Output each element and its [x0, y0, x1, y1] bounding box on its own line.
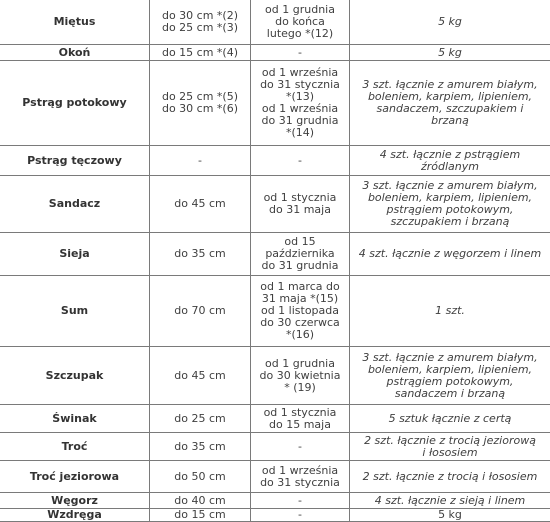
min-size-line: do 45 cm	[151, 198, 249, 210]
catch-limit-cell	[350, 233, 550, 276]
closed-season-cell	[251, 347, 350, 405]
closed-season-line: lutego *(12)	[252, 28, 348, 40]
closed-season-cell	[251, 405, 350, 433]
table-row	[0, 461, 550, 493]
min-size-line: do 50 cm	[151, 471, 249, 483]
fish-name-cell: Świnak	[0, 405, 150, 433]
table-row	[0, 433, 550, 461]
table-row	[0, 45, 550, 61]
catch-limit-line: 2 szt. łącznie z trocią i łososiem	[351, 471, 549, 483]
table-row	[0, 176, 550, 233]
catch-limit-line: 1 szt.	[351, 305, 549, 317]
min-size-cell	[150, 493, 251, 509]
table-row	[0, 405, 550, 433]
closed-season-cell	[251, 176, 350, 233]
catch-limit-line: brzaną	[351, 115, 549, 127]
closed-season-line: do 31 grudnia	[252, 260, 348, 272]
min-size-cell	[150, 347, 251, 405]
closed-season-line: od 1 września	[252, 67, 348, 79]
catch-limit-line: 2 szt. łącznie z trocią jeziorową	[351, 435, 549, 447]
catch-limit-line: pstrągiem potokowym,	[351, 376, 549, 388]
closed-season-line: -	[252, 441, 348, 453]
min-size-cell	[150, 461, 251, 493]
catch-limit-cell	[350, 61, 550, 146]
closed-season-cell	[251, 276, 350, 347]
catch-limit-line: sandaczem i brzaną	[351, 388, 549, 400]
closed-season-line: *(13)	[252, 91, 348, 103]
catch-limit-line: boleniem, karpiem, lipieniem,	[351, 364, 549, 376]
min-size-line: do 40 cm	[151, 495, 249, 507]
closed-season-cell	[251, 0, 350, 45]
min-size-line: do 30 cm *(2)	[151, 10, 249, 22]
table-row	[0, 276, 550, 347]
catch-limit-line: 5 kg	[351, 16, 549, 28]
closed-season-cell	[251, 61, 350, 146]
catch-limit-line: szczupakiem i brzaną	[351, 216, 549, 228]
closed-season-line: od 1 września	[252, 465, 348, 477]
catch-limit-cell	[350, 146, 550, 176]
fish-name-cell: Sieja	[0, 233, 150, 276]
catch-limit-cell	[350, 493, 550, 509]
closed-season-line: od 1 stycznia	[252, 192, 348, 204]
catch-limit-cell	[350, 45, 550, 61]
min-size-line: do 45 cm	[151, 370, 249, 382]
closed-season-line: -	[252, 495, 348, 507]
table-row	[0, 509, 550, 522]
closed-season-line: od 15	[252, 236, 348, 248]
min-size-line: -	[151, 155, 249, 167]
closed-season-cell	[251, 509, 350, 522]
closed-season-line: *(14)	[252, 127, 348, 139]
catch-limit-cell	[350, 0, 550, 45]
table-row	[0, 347, 550, 405]
min-size-line: do 25 cm *(3)	[151, 22, 249, 34]
catch-limit-line: 4 szt. łącznie z sieją i linem	[351, 495, 549, 507]
catch-limit-line: boleniem, karpiem, lipieniem,	[351, 192, 549, 204]
catch-limit-line: i łososiem	[351, 447, 549, 459]
min-size-line: do 30 cm *(6)	[151, 103, 249, 115]
table-row	[0, 493, 550, 509]
fish-name-cell: Sandacz	[0, 176, 150, 233]
catch-limit-cell	[350, 433, 550, 461]
min-size-cell	[150, 146, 251, 176]
catch-limit-cell	[350, 509, 550, 522]
min-size-line: do 70 cm	[151, 305, 249, 317]
catch-limit-cell	[350, 347, 550, 405]
catch-limit-line: 5 sztuk łącznie z certą	[351, 413, 549, 425]
closed-season-cell	[251, 233, 350, 276]
min-size-cell	[150, 233, 251, 276]
catch-limit-line: sandaczem, szczupakiem i	[351, 103, 549, 115]
fish-name-cell: Troć	[0, 433, 150, 461]
closed-season-line: od 1 września	[252, 103, 348, 115]
closed-season-cell	[251, 461, 350, 493]
catch-limit-cell	[350, 176, 550, 233]
closed-season-line: od 1 stycznia	[252, 407, 348, 419]
min-size-line: do 25 cm *(5)	[151, 91, 249, 103]
closed-season-line: od 1 listopada	[252, 305, 348, 317]
closed-season-line: -	[252, 509, 348, 521]
closed-season-line: do 15 maja	[252, 419, 348, 431]
min-size-cell	[150, 405, 251, 433]
catch-limit-cell	[350, 461, 550, 493]
closed-season-line: do 31 maja	[252, 204, 348, 216]
catch-limit-line: 5 kg	[351, 47, 549, 59]
catch-limit-line: 4 szt. łącznie z węgorzem i linem	[351, 248, 549, 260]
fish-name-cell: Pstrąg tęczowy	[0, 146, 150, 176]
min-size-cell	[150, 276, 251, 347]
fish-name-cell: Szczupak	[0, 347, 150, 405]
closed-season-cell	[251, 493, 350, 509]
min-size-cell	[150, 509, 251, 522]
catch-limit-line: 3 szt. łącznie z amurem białym,	[351, 180, 549, 192]
min-size-cell	[150, 433, 251, 461]
closed-season-line: od 1 grudnia	[252, 4, 348, 16]
closed-season-cell	[251, 146, 350, 176]
fish-name-cell: Węgorz	[0, 493, 150, 509]
closed-season-line: 31 maja *(15)	[252, 293, 348, 305]
catch-limit-line: boleniem, karpiem, lipieniem,	[351, 91, 549, 103]
min-size-cell	[150, 45, 251, 61]
min-size-line: do 15 cm *(4)	[151, 47, 249, 59]
closed-season-line: -	[252, 155, 348, 167]
closed-season-line: -	[252, 47, 348, 59]
min-size-line: do 35 cm	[151, 248, 249, 260]
min-size-line: do 25 cm	[151, 413, 249, 425]
min-size-cell	[150, 0, 251, 45]
closed-season-line: października	[252, 248, 348, 260]
min-size-line: do 15 cm	[151, 509, 249, 521]
closed-season-line: do 31 stycznia	[252, 477, 348, 489]
closed-season-line: do 31 grudnia	[252, 115, 348, 127]
min-size-line: do 35 cm	[151, 441, 249, 453]
table-row	[0, 0, 550, 45]
closed-season-line: do końca	[252, 16, 348, 28]
table-row	[0, 61, 550, 146]
closed-season-cell	[251, 45, 350, 61]
catch-limit-line: pstrągiem potokowym,	[351, 204, 549, 216]
closed-season-line: * (19)	[252, 382, 348, 394]
fish-name-cell: Pstrąg potokowy	[0, 61, 150, 146]
closed-season-line: do 31 stycznia	[252, 79, 348, 91]
closed-season-line: do 30 kwietnia	[252, 370, 348, 382]
closed-season-line: do 30 czerwca	[252, 317, 348, 329]
closed-season-cell	[251, 433, 350, 461]
catch-limit-line: źródlanym	[351, 161, 549, 173]
fish-name-cell: Wzdręga	[0, 509, 150, 522]
fish-name-cell: Troć jeziorowa	[0, 461, 150, 493]
fish-name-cell: Sum	[0, 276, 150, 347]
catch-limit-cell	[350, 405, 550, 433]
catch-limit-line: 5 kg	[351, 509, 549, 521]
table-row	[0, 146, 550, 176]
fish-name-cell: Okoń	[0, 45, 150, 61]
catch-limit-cell	[350, 276, 550, 347]
fish-name-cell: Miętus	[0, 0, 150, 45]
catch-limit-line: 4 szt. łącznie z pstrągiem	[351, 149, 549, 161]
min-size-cell	[150, 176, 251, 233]
table-row	[0, 233, 550, 276]
closed-season-line: od 1 grudnia	[252, 358, 348, 370]
closed-season-line: od 1 marca do	[252, 281, 348, 293]
min-size-cell	[150, 61, 251, 146]
catch-limit-line: 3 szt. łącznie z amurem białym,	[351, 79, 549, 91]
catch-limit-line: 3 szt. łącznie z amurem białym,	[351, 352, 549, 364]
closed-season-line: *(16)	[252, 329, 348, 341]
